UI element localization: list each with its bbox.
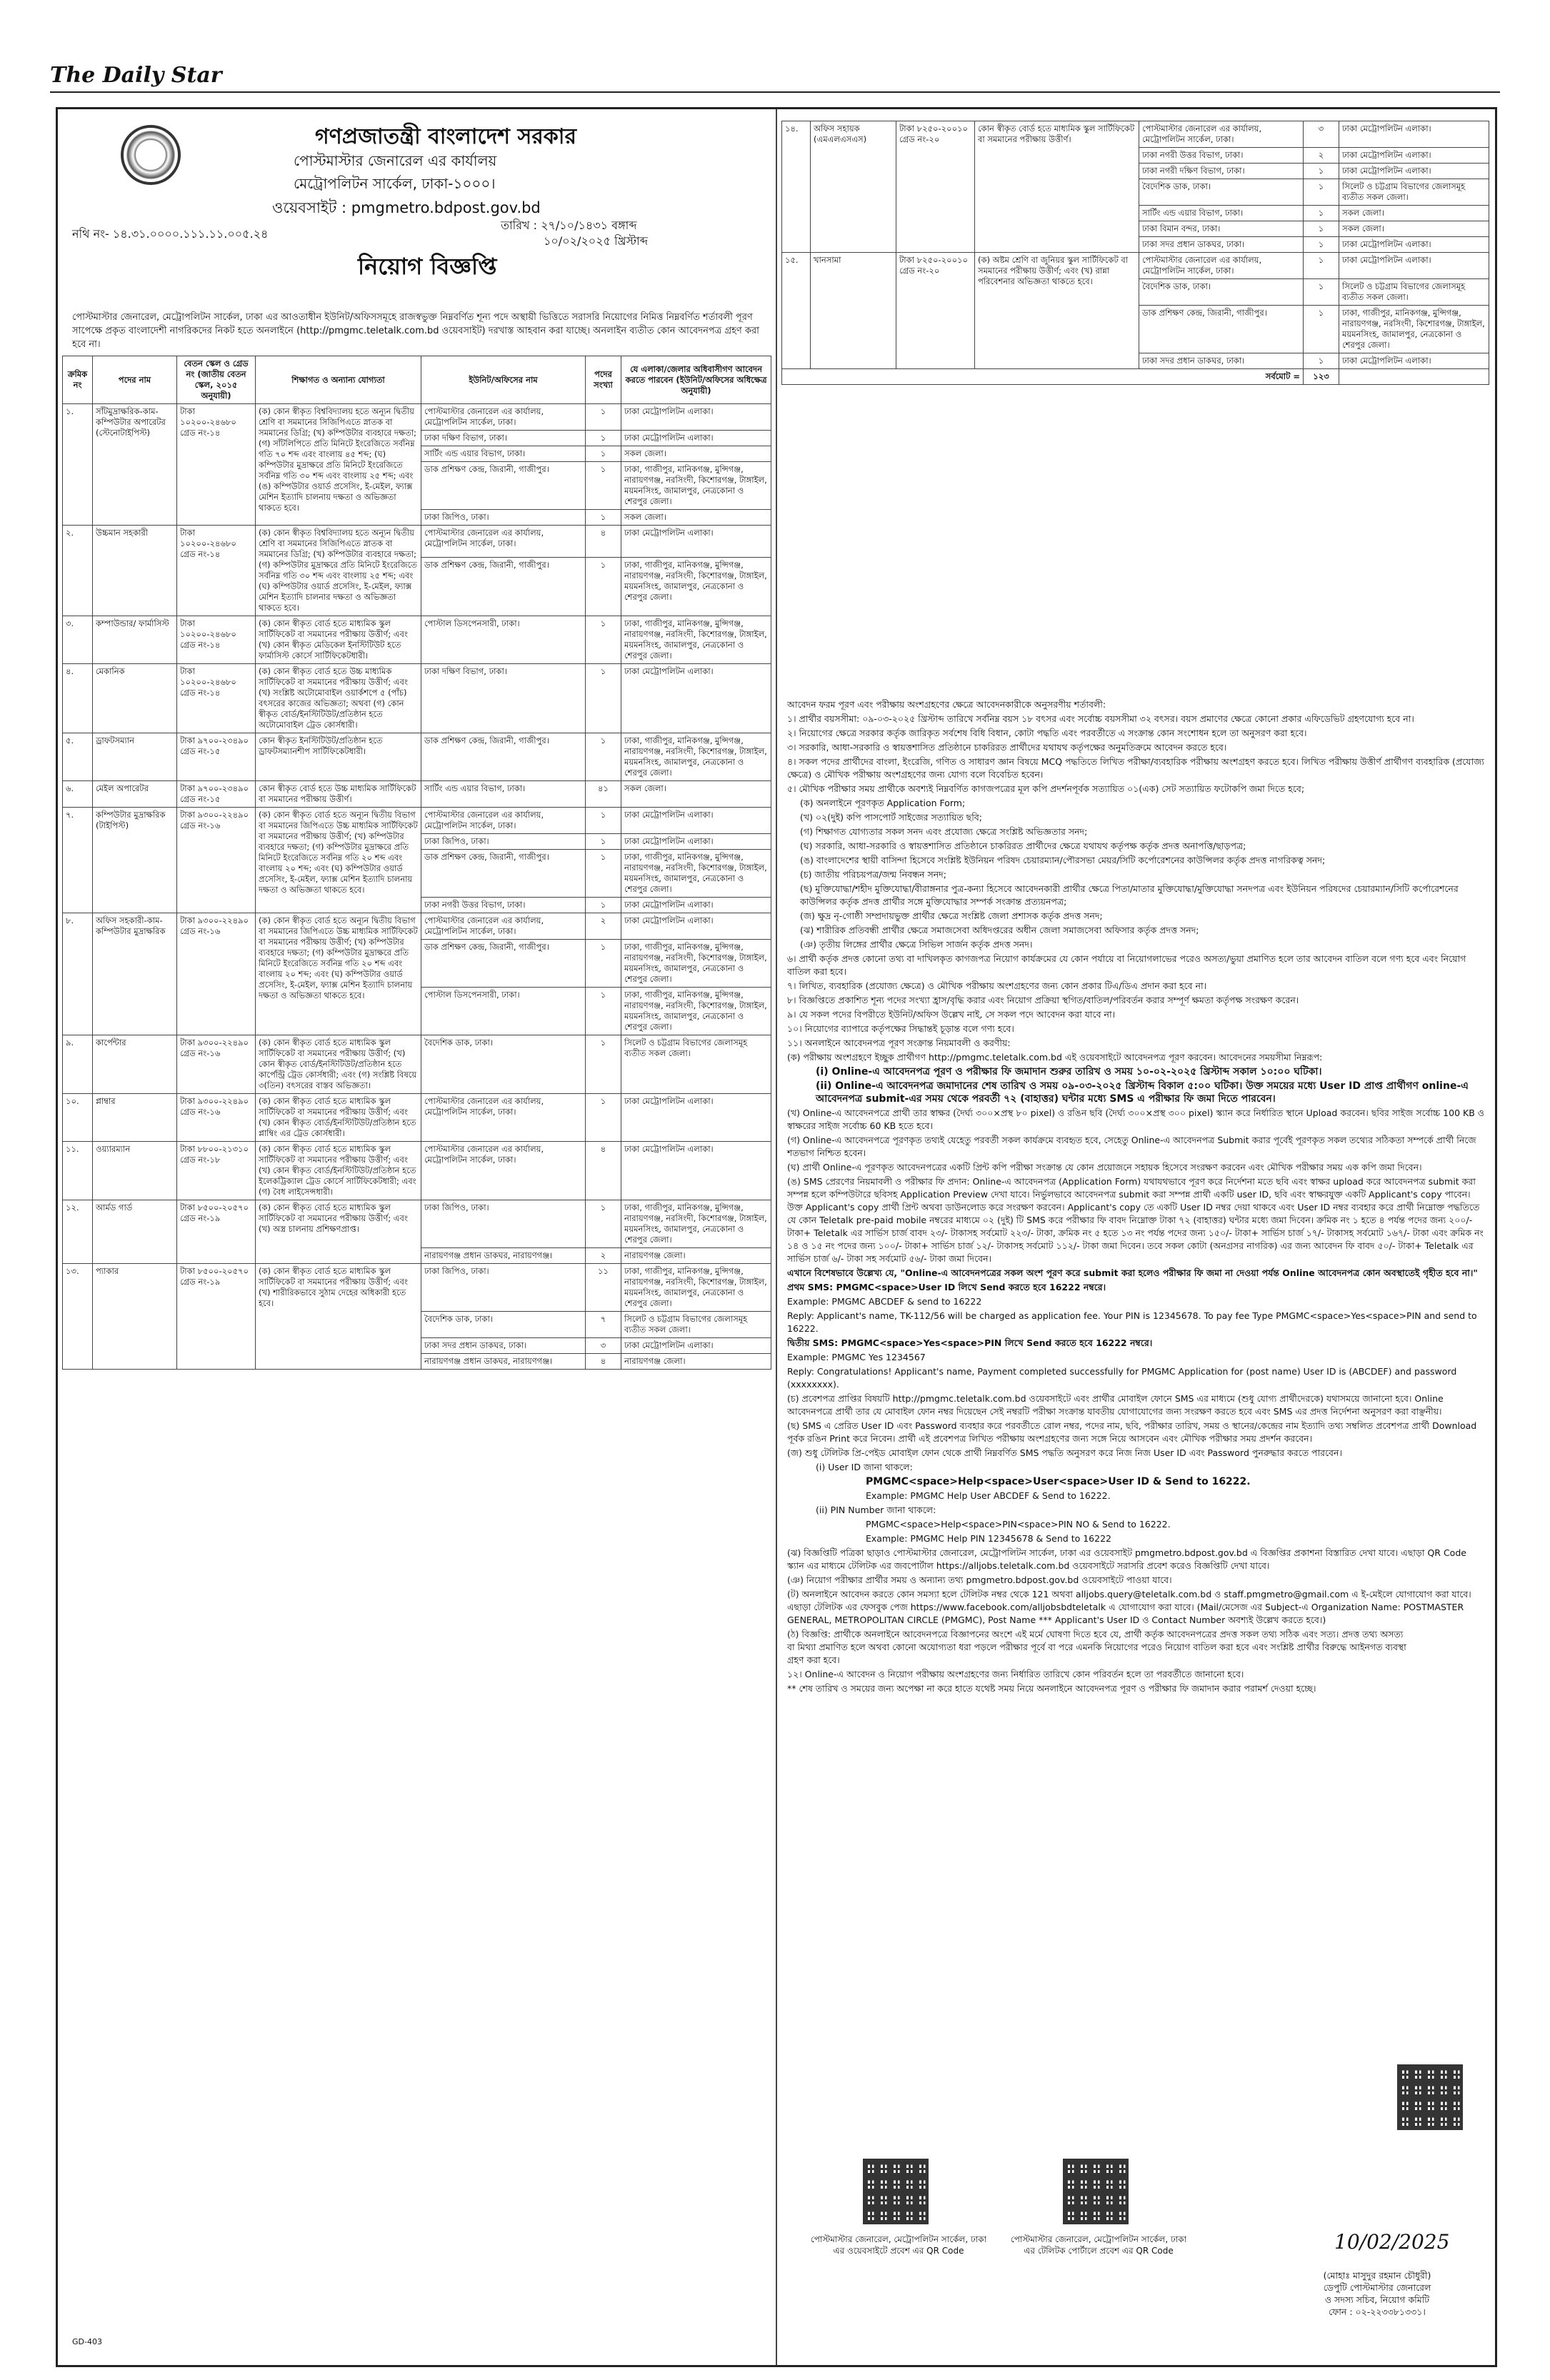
total-label: সর্বমোট = bbox=[782, 369, 1304, 385]
cell-qualification: (ক) কোন স্বীকৃত বোর্ড হতে মাধ্যমিক স্কুল সার্টিফিকেট বা সমমানের পরীক্ষায় উত্তীর্ণ; (খ) কোন স্বীকৃত বোর্ড/ইনস্টিটিউট/প্রতিষ্ঠান হতে কার্পেন্ট্রি ট্রেড কোর্সধারী; এবং (গ) সংশ্লিষ্ট বিষয়ে ৩(তিন) বৎসরের বাস্তব অভিজ্ঞতা। bbox=[256, 1035, 421, 1094]
col-header-count: পদের সংখ্যা bbox=[586, 356, 621, 404]
table-row bbox=[63, 526, 771, 558]
cell-count: ১ bbox=[586, 616, 621, 664]
cell-count: ১ bbox=[586, 850, 621, 898]
signatory-designation: ডেপুটি পোস্টমাস্টার জেনারেল bbox=[1323, 2282, 1431, 2293]
cell-unit: ঢাকা জিপিও, ঢাকা। bbox=[421, 510, 586, 526]
cell-unit: ডাক প্রশিক্ষণ কেন্দ্র, জিরানী, গাজীপুর। bbox=[421, 462, 586, 510]
cell-count: ১ bbox=[586, 988, 621, 1035]
sms1-example: Example: PMGMC ABCDEF & send to 16222 bbox=[787, 1296, 982, 1307]
condition-item: ১। প্রার্থীর বয়সসীমা: ০৯-০৩-২০২৫ খ্রিস্টাব্দ তারিখে সর্বনিম্ন বয়স ১৮ বৎসর এবং সর্বোচ্চ বয়সসীমা ৩২ বৎসর। বয়স প্রমাণের ক্ষেত্রে কোনো প্রকার এফিডেভিট গ্রহণযোগ্য হবে না। bbox=[787, 713, 1414, 724]
cell-post: ওয়্যারম্যান bbox=[93, 1142, 177, 1200]
condition-item: ৪। সকল পদের প্রার্থীদের বাংলা, ইংরেজি, গণিত ও সাধারণ জ্ঞান বিষয়ে MCQ পদ্ধতিতে লিখিত পরীক্ষা/ব্যবহারিক পরীক্ষায় অংশগ্রহণ করতে হবে। লিখিত পরীক্ষায় উত্তীর্ণ প্রার্থীগণ ব্যবহারিক (প্রযোজ্য ক্ষেত্রে) ও মৌখিক পরীক্ষায় অংশগ্রহণের জন্য যোগ্য বলে বিবেচিত হবেন। bbox=[787, 756, 1484, 780]
table-row bbox=[63, 1142, 771, 1200]
cell-unit: ঢাকা জিপিও, ঢাকা। bbox=[421, 1264, 586, 1312]
item-12: ১২। Online-এ আবেদন ও নিয়োগ পরীক্ষায় অংশগ্রহণের জন্য নির্ধারিত তারিখে কোন পরিবর্তন হলে তা পরবর্তীতে জানানো হবে। bbox=[787, 1669, 1244, 1679]
cell-post: সাঁটমুদ্রাক্ষরিক-কাম-কম্পিউটার অপারেটর (স্টেনোটাইপিস্ট) bbox=[93, 404, 177, 526]
cell-unit: ঢাকা বিমান বন্দর, ঢাকা। bbox=[1139, 221, 1304, 237]
cell-serial: ৫. bbox=[63, 733, 93, 781]
cell-count: ১ bbox=[1304, 237, 1339, 253]
cell-qualification: (ক) কোন স্বীকৃত বোর্ড হতে অন্যূন দ্বিতীয় বিভাগ বা সমমানের জিপিএতে উচ্চ মাধ্যমিক সার্টিফিকেট বা সমমানের পরীক্ষায় উত্তীর্ণ; (খ) কম্পিউটার ব্যবহারে দক্ষতা; (গ) কম্পিউটার মুদ্রাক্ষরে প্রতি মিনিটে ইংরেজিতে সর্বনিম্ন গতি ২০ শব্দ এবং বাংলায় ২০ শব্দ; এবং (ঘ) কম্পিউটার ওয়ার্ড প্রসেসিং, ই-মেইল, ফ্যাক্স মেশিন ইত্যাদি চালনায় দক্ষতা ও অভিজ্ঞতা থাকতে হবে। bbox=[256, 808, 421, 913]
cell-qualification: কোন স্বীকৃত বোর্ড হতে উচ্চ মাধ্যমিক সার্টিফিকেট বা সমমানের পরীক্ষায় উত্তীর্ণ। bbox=[256, 781, 421, 808]
col-header-post: পদের নাম bbox=[93, 356, 177, 404]
condition-item: ৯। যে সকল পদের বিপরীতে ইউনিট/অফিস উল্লেখ নাই, সে সকল পদে আবেদন করা যাবে না। bbox=[787, 1009, 1116, 1020]
cell-count: ৩ bbox=[1304, 121, 1339, 148]
cell-unit: বৈদেশিক ডাক, ঢাকা। bbox=[421, 1035, 586, 1094]
cell-unit: বৈদেশিক ডাক, ঢাকা। bbox=[421, 1312, 586, 1338]
cell-area: সিলেট ও চট্টগ্রাম বিভাগের জেলাসমূহ ব্যতীত সকল জেলা। bbox=[1339, 279, 1489, 306]
cell-count: ১ bbox=[586, 808, 621, 834]
date-english: ১০/০২/২০২৫ খ্রিস্টাব্দ bbox=[544, 234, 648, 248]
cell-unit: নারায়ণগঞ্জ প্রধান ডাকঘর, নারায়ণগঞ্জ। bbox=[421, 1248, 586, 1264]
cell-unit: পোস্টমাস্টার জেনারেল এর কার্যালয়, মেট্রোপলিটন সার্কেল, ঢাকা। bbox=[421, 1094, 586, 1142]
cell-count: ৪১ bbox=[586, 781, 621, 808]
signatory-role: ও সদস্য সচিব, নিয়োগ কমিটি bbox=[1324, 2294, 1430, 2305]
cell-unit: ঢাকা নগরী দক্ষিণ বিভাগ, ঢাকা। bbox=[1139, 164, 1304, 179]
cell-count: ৭ bbox=[586, 1312, 621, 1338]
cell-unit: ঢাকা সদর প্রধান ডাকঘর, ঢাকা। bbox=[1139, 237, 1304, 253]
cell-area: ঢাকা মেট্রোপলিটন এলাকা। bbox=[621, 1338, 771, 1354]
condition-item: (গ) শিক্ষাগত যোগ্যতার সকল সনদ এবং প্রযোজ্য ক্ষেত্রে সংশ্লিষ্ট অভিজ্ঞতার সনদ; bbox=[800, 826, 1088, 837]
condition-item: ৬। প্রার্থী কর্তৃক প্রদত্ত কোনো তথ্য বা দাখিলকৃত কাগজপত্র নিয়োগ কার্যক্রমের যে কোন পর্যায়ে বা নিয়োগলাভের পরেও অসত্য/ভুয়া প্রমাণিত হলে তার আবেদন বাতিল বলে গণ্য হবে এবং নিয়োগ বাতিল করা হবে। bbox=[787, 953, 1466, 977]
cell-area: ঢাকা মেট্রোপলিটন এলাকা। bbox=[1339, 121, 1489, 148]
cell-scale: টাকা ১০২০০-২৪৬৮০ গ্রেড নং-১৪ bbox=[177, 404, 256, 526]
notice-header bbox=[58, 109, 776, 291]
qr-caption-teletalk: পোস্টমাস্টার জেনারেল, মেট্রোপলিটন সার্কেল, ঢাকা এর টেলিটক পোর্টালে প্রবেশ এর QR Code bbox=[1010, 2234, 1187, 2256]
right-column bbox=[776, 109, 1495, 2365]
cell-qualification: (ক) কোন স্বীকৃত বোর্ড হতে উচ্চ মাধ্যমিক সার্টিফিকেট বা সমমানের পরীক্ষায় উত্তীর্ণ; এবং (খ) সংশ্লিষ্ট অটোমোবাইল ওয়ার্কশপে ৫ (পাঁচ) বৎসরের কাজের অভিজ্ঞতা; অথবা (গ) কোন স্বীকৃত বোর্ড/ইনস্টিটিউট/প্রতিষ্ঠান হতে অটোমোবাইল ট্রেড কোর্সধারী। bbox=[256, 664, 421, 733]
cell-count: ২ bbox=[586, 1248, 621, 1264]
cell-area: ঢাকা মেট্রোপলিটন এলাকা। bbox=[621, 431, 771, 446]
cell-area: সিলেট ও চট্টগ্রাম বিভাগের জেলাসমূহ ব্যতীত সকল জেলা। bbox=[621, 1035, 771, 1094]
cell-post: অফিস সহায়ক (এমএলএসএস) bbox=[811, 121, 896, 253]
recover-pin-format: PMGMC<space>Help<space>PIN<space>PIN NO & Send to 16222. bbox=[866, 1519, 1171, 1530]
cell-count: ১ bbox=[586, 431, 621, 446]
cell-area: ঢাকা মেট্রোপলিটন এলাকা। bbox=[621, 404, 771, 431]
cell-area: ঢাকা মেট্রোপলিটন এলাকা। bbox=[1339, 237, 1489, 253]
cell-unit: ঢাকা নগরী উত্তর বিভাগ, ঢাকা। bbox=[1139, 148, 1304, 164]
recover-user-id-example: Example: PMGMC Help User ABCDEF & Send to 16222. bbox=[866, 1490, 1111, 1501]
cell-serial: ১. bbox=[63, 404, 93, 526]
cell-area: ঢাকা, গাজীপুর, মানিকগঞ্জ, মুন্সিগঞ্জ, নারায়ণগঞ্জ, নরসিংদী, কিশোরগঞ্জ, টাঙ্গাইল, ময়মনসিংহ, জামালপুর, নেত্রকোনা ও শেরপুর জেলা। bbox=[621, 1264, 771, 1312]
conditions-lead: আবেদন ফরম পূরণ এবং পরীক্ষায় অংশগ্রহণের ক্ষেত্রে আবেদনকারীকে অনুসরণীয় শর্তাবলী: bbox=[787, 699, 1106, 710]
cell-count: ১ bbox=[586, 1035, 621, 1094]
gd-code: GD-403 bbox=[72, 2337, 102, 2346]
government-seal-icon bbox=[121, 125, 181, 185]
online-i: (ঝ) বিজ্ঞপ্তিটি পত্রিকা ছাড়াও পোস্টমাস্টার জেনারেল, মেট্রোপলিটন সার্কেল, ঢাকা এর ওয়েবসাইট pmgmetro.bdpost.gov.bd এ বিজ্ঞপ্তির প্রকাশনা বিস্তারিত দেখা যাবে। এছাড়া QR Code স্ক্যান এর মাধ্যমে টেলিটক এর জবপোর্টাল https://alljobs.teletalk.com.bd ওয়েবসাইটে সরাসরি প্রবেশ করেও বিজ্ঞপ্তিটি দেখা যাবে। bbox=[787, 1547, 1466, 1571]
sms-instructions: (ঙ) SMS প্রেরণের নিয়মাবলী ও পরীক্ষার ফি প্রদান: Online-এ আবেদনপত্র (Application Form) যথাযথভাবে পূরণ করে নির্দেশনা মতে ছবি এবং স্বাক্ষর upload করে আবেদনপত্র submit করা সম্পন্ন হলে কম্পিউটারে ছবিসহ Application Preview দেখা যাবে। নির্ভুলভাবে আবেদনপত্র submit করা সম্পন্ন প্রার্থী একটি user ID, ছবি এবং স্বাক্ষরযুক্ত একটি Applicant's copy পাবেন। উক্ত Applicant's copy প্রার্থী প্রিন্ট অথবা ডাউনলোড করে সংরক্ষণ করবেন। Applicant's copy তে একটি User ID নম্বর দেয়া থাকবে এবং User ID নম্বর ব্যবহার করে প্রার্থী নিম্নোক্ত পদ্ধতিতে যে কোন Teletalk pre-paid mobile নম্বরের মাধ্যমে ০২ (দুই) টি SMS করে পরীক্ষার ফি বাবদ নিম্নোক্ত টাকা ৭২ (বাহাত্তর) ঘন্টার মধ্যে জমা দিবেন। ক্রমিক নং ১ হতে ৪ পর্যন্ত পদের জন্য ২০০/- টাকা+ Teletalk এর সার্ভিস চার্জ বাবদ ২৩/- টাকাসহ সর্বমোট ২২৩/- টাকা, ক্রমিক নং ৫ হতে ১৩ নং পর্যন্ত পদের জন্য ১৫০/- টাকা+ সার্ভিস চার্জ ১৭/- টাকাসহ সর্বমোট ১৬৭/- টাকা এবং ক্রমিক নং ১৪ ও ১৫ নং পদের জন্য ১০০/- টাকা+ সার্ভিস চার্জ ১২/- টাকাসহ সর্বমোট ১১২/- টাকা জমা দিবেন। তবে সকল কোটা (অনগ্রসর নাগরিক) এর জন্য আবেদন ফি বাবদ ৫০/- টাকা+ Teletalk এর সার্ভিস চার্জ ৬/- টাকা সহ সর্বমোট ৫৬/- টাকা জমা দিবেন। bbox=[787, 1176, 1484, 1264]
cell-area: ঢাকা, গাজীপুর, মানিকগঞ্জ, মুন্সিগঞ্জ, নারায়ণগঞ্জ, নরসিংদী, কিশোরগঞ্জ, টাঙ্গাইল, ময়মনসিংহ, জামালপুর, নেত্রকোনা ও শেরপুর জেলা। bbox=[621, 940, 771, 988]
cell-serial: ১২. bbox=[63, 1200, 93, 1264]
total-value: ১২৩ bbox=[1304, 369, 1339, 385]
cell-area: নারায়ণগঞ্জ জেলা। bbox=[621, 1354, 771, 1370]
table-row bbox=[63, 733, 771, 781]
cell-area: সিলেট ও চট্টগ্রাম বিভাগের জেলাসমূহ ব্যতীত সকল জেলা। bbox=[621, 1312, 771, 1338]
cell-area: ঢাকা মেট্রোপলিটন এলাকা। bbox=[621, 664, 771, 733]
cell-area: সকল জেলা। bbox=[1339, 206, 1489, 221]
cell-post: মেইল অপারেটর bbox=[93, 781, 177, 808]
condition-item: ৩। সরকারি, আধা-সরকারি ও স্বায়ত্তশাসিত প্রতিষ্ঠানে চাকরিরত প্রার্থীদের যথাযথ কর্তৃপক্ষের অনুমতিক্রমে আবেদন করতে হবে। bbox=[787, 742, 1227, 753]
cell-scale: টাকা ৮২৫০-২০০১০ গ্রেড নং-২০ bbox=[896, 121, 975, 253]
cell-area: সকল জেলা। bbox=[621, 781, 771, 808]
cell-qualification: (ক) কোন স্বীকৃত বোর্ড হতে মাধ্যমিক স্কুল সার্টিফিকেট বা সমমানের পরীক্ষায় উত্তীর্ণ; এবং (খ) কোন স্বীকৃত মেডিকেল ইনস্টিটিউট হতে ফার্মাসিস্ট কোর্সে সার্টিফিকেটধারী। bbox=[256, 616, 421, 664]
cell-post: ড্রাফটসম্যান bbox=[93, 733, 177, 781]
col-header-unit: ইউনিট/অফিসের নাম bbox=[421, 356, 586, 404]
cell-scale: টাকা ১০২০০-২৪৬৮০ গ্রেড নং-১৪ bbox=[177, 526, 256, 616]
signature-block bbox=[1270, 2269, 1484, 2318]
table-row bbox=[63, 1200, 771, 1248]
office-name: পোস্টমাস্টার জেনারেল এর কার্যালয় bbox=[294, 152, 497, 169]
cell-scale: টাকা ৯৩০০-২২৪৯০ গ্রেড নং-১৬ bbox=[177, 1094, 256, 1142]
cell-count: ১ bbox=[586, 1094, 621, 1142]
cell-qualification: (ক) কোন স্বীকৃত বোর্ড হতে মাধ্যমিক স্কুল সার্টিফিকেট বা সমমানের পরীক্ষায় উত্তীর্ণ; এবং (খ) অস্ত্র চালনায় প্রশিক্ষণপ্রাপ্ত। bbox=[256, 1200, 421, 1264]
col-header-qualification: শিক্ষাগত ও অন্যান্য যোগ্যতা bbox=[256, 356, 421, 404]
cell-qualification: (ক) কোন স্বীকৃত বিশ্ববিদ্যালয় হতে অন্যূন দ্বিতীয় শ্রেণি বা সমমানের সিজিপিএতে স্নাতক বা সমমানের ডিগ্রি; (খ) কম্পিউটার ব্যবহারে দক্ষতা; (গ) সাঁটলিপিতে প্রতি মিনিটে ইংরেজিতে সর্বনিম্ন গতি ৭০ শব্দ এবং বাংলায় ৪৫ শব্দ; (ঘ) কম্পিউটার মুদ্রাক্ষরে প্রতি মিনিটে ইংরেজিতে সর্বনিম্ন গতি ৩০ শব্দ এবং বাংলায় ২৫ শব্দ; এবং (ঙ) কম্পিউটার ওয়ার্ড প্রসেসিং, ই-মেইল, ফ্যাক্স মেশিন ইত্যাদি চালনায় দক্ষতা ও অভিজ্ঞতা থাকতে হবে। bbox=[256, 404, 421, 526]
cell-qualification: (ক) কোন স্বীকৃত বোর্ড হতে মাধ্যমিক স্কুল সার্টিফিকেট বা সমমানের পরীক্ষায় উত্তীর্ণ; এবং (খ) কোন স্বীকৃত বোর্ড/ইনস্টিটিউট/প্রতিষ্ঠান হতে ইলেকট্রিক্যাল ট্রেড কোর্সে সার্টিফিকেটধারী; এবং (গ) বৈধ লাইসেন্সধারী। bbox=[256, 1142, 421, 1200]
cell-post: কার্পেন্টার bbox=[93, 1035, 177, 1094]
website-line: ওয়েবসাইট : pmgmetro.bdpost.gov.bd bbox=[272, 199, 541, 216]
cell-scale: টাকা ১০২০০-২৪৬৮০ গ্রেড নং-১৪ bbox=[177, 616, 256, 664]
online-g: (ছ) SMS এ প্রেরিত User ID এবং Password ব্যবহার করে পরবর্তীতে রোল নম্বর, পদের নাম, ছবি, পরীক্ষার তারিখ, সময় ও স্থানের/কেন্দ্রের নাম ইত্যাদি তথ্য সম্বলিত প্রবেশপত্র প্রার্থী Download পূর্বক রঙিন Print করে নিবেন। প্রার্থী এই প্রবেশপত্র লিখিত পরীক্ষায় অংশগ্রহণের জন্য সঙ্গে নিয়ে আসবেন এবং মৌখিক পরীক্ষার সময় প্রদর্শন করবেন। bbox=[787, 1420, 1477, 1444]
cell-count: ১ bbox=[1304, 253, 1339, 279]
online-h: (জ) শুধু টেলিটক প্রি-পেইড মোবাইল ফোন থেকে প্রার্থী নিম্নবর্ণিত SMS পদ্ধতি অনুসরণ করে নিজ নিজ User ID এবং Password পুনরুদ্ধার করতে পারবেন। bbox=[787, 1447, 1342, 1458]
cell-scale: টাকা ৯৩০০-২২৪৯০ গ্রেড নং-১৬ bbox=[177, 808, 256, 913]
jobs-table-left bbox=[62, 356, 771, 1370]
cell-area: ঢাকা মেট্রোপলিটন এলাকা। bbox=[621, 526, 771, 558]
table-row bbox=[63, 616, 771, 664]
cell-unit: বৈদেশিক ডাক, ঢাকা। bbox=[1139, 279, 1304, 306]
cell-scale: টাকা ৯৩০০-২২৪৯০ গ্রেড নং-১৬ bbox=[177, 913, 256, 1035]
qr-caption-website: পোস্টমাস্টার জেনারেল, মেট্রোপলিটন সার্কেল, ঢাকা এর ওয়েবসাইটে প্রবেশ এর QR Code bbox=[810, 2234, 987, 2256]
cell-area: ঢাকা মেট্রোপলিটন এলাকা। bbox=[1339, 148, 1489, 164]
cell-scale: টাকা ৯৭০০-২৩৪৯০ গ্রেড নং-১৫ bbox=[177, 733, 256, 781]
newspaper-masthead: The Daily Star bbox=[50, 63, 222, 88]
table-row bbox=[782, 121, 1489, 148]
cell-area: ঢাকা, গাজীপুর, মানিকগঞ্জ, মুন্সিগঞ্জ, নারায়ণগঞ্জ, নরসিংদী, কিশোরগঞ্জ, টাঙ্গাইল, ময়মনসিংহ, জামালপুর, নেত্রকোনা ও শেরপুর জেলা। bbox=[621, 988, 771, 1035]
cell-post: প্লাম্বার bbox=[93, 1094, 177, 1142]
cell-scale: টাকা ৯৭০০-২৩৪৯০ গ্রেড নং-১৫ bbox=[177, 781, 256, 808]
advertisement-frame bbox=[56, 107, 1497, 2367]
cell-serial: ২. bbox=[63, 526, 93, 616]
cell-area: ঢাকা মেট্রোপলিটন এলাকা। bbox=[621, 898, 771, 913]
recover-pin: (ii) PIN Number জানা থাকলে: bbox=[816, 1505, 936, 1515]
cell-count: ১ bbox=[586, 462, 621, 510]
cell-unit: পোস্টাল ডিসপেনসারী, ঢাকা। bbox=[421, 616, 586, 664]
cell-qualification: কোন স্বীকৃত বোর্ড হতে মাধ্যমিক স্কুল সার্টিফিকেট বা সমমানের পরীক্ষায় উত্তীর্ণ। bbox=[975, 121, 1139, 253]
cell-area: ঢাকা মেট্রোপলিটন এলাকা। bbox=[1339, 353, 1489, 369]
cell-post: খানসামা bbox=[811, 253, 896, 369]
online-start-date: (i) Online-এ আবেদনপত্র পূরণ ও পরীক্ষার ফি জমাদান শুরুর তারিখ ও সময় ১০-০২-২০২৫ খ্রিস্টাব্দ সকাল ১০:০০ ঘটিকা। bbox=[816, 1066, 1322, 1078]
sms1-title: প্রথম SMS: PMGMC<space>User ID লিখে Send করতে হবে 16222 নম্বরে। bbox=[787, 1282, 1106, 1292]
cell-post: আর্মড গার্ড bbox=[93, 1200, 177, 1264]
cell-area: ঢাকা মেট্রোপলিটন এলাকা। bbox=[1339, 253, 1489, 279]
cell-unit: ডাক প্রশিক্ষণ কেন্দ্র, জিরানী, গাজীপুর। bbox=[421, 558, 586, 616]
condition-item: (খ) ০২(দুই) কপি পাসপোর্ট সাইজের সত্যায়িত ছবি; bbox=[800, 812, 982, 823]
condition-item: ২। নিয়োগের ক্ষেত্রে সরকার কর্তৃক জারিকৃত সর্বশেষ বিধি বিধান, কোটা পদ্ধতি এবং পরবর্তীতে এ সংক্রান্ত কোন সংশোধন হলে তা অনুসরণ করা হবে। bbox=[787, 728, 1307, 738]
cell-scale: টাকা ৮৫০০-২০৫৭০ গ্রেড নং-১৯ bbox=[177, 1264, 256, 1370]
qr-code-teletalk-icon[interactable] bbox=[1063, 2159, 1129, 2224]
cell-post: কম্পাউন্ডার/ ফার্মাসিস্ট bbox=[93, 616, 177, 664]
cell-count: ১ bbox=[1304, 206, 1339, 221]
cell-serial: ১৫. bbox=[782, 253, 811, 369]
cell-unit: ডাক প্রশিক্ষণ কেন্দ্র, জিরানী, গাজীপুর। bbox=[1139, 306, 1304, 353]
memo-number: নথি নং- ১৪.৩১.০০০০.১১১.১১.০০৫.২৪ bbox=[72, 227, 269, 241]
cell-count: ৪ bbox=[586, 526, 621, 558]
online-b: (খ) Online-এ আবেদনপত্রে প্রার্থী তার স্বাক্ষর (দৈর্ঘ্য ৩০০×প্রস্থ ৮০ pixel) ও রঙিন ছবি (দৈর্ঘ্য ৩০০×প্রস্থ ৩০০ pixel) স্ক্যান করে নির্ধারিত স্থানে Upload করবেন। ছবির সাইজ সর্বোচ্চ 100 KB ও স্বাক্ষরের সাইজ সর্বোচ্চ 60 KB হতে হবে। bbox=[787, 1108, 1484, 1131]
condition-item: (ঞ) তৃতীয় লিঙ্গের প্রার্থীর ক্ষেত্রে সিভিল সার্জন কর্তৃক প্রদত্ত সনদ। bbox=[800, 939, 1033, 950]
cell-count: ১ bbox=[1304, 279, 1339, 306]
cell-count: ১ bbox=[1304, 353, 1339, 369]
cell-count: ১ bbox=[586, 940, 621, 988]
cell-unit: সার্টিং এন্ড এয়ার বিভাগ, ঢাকা। bbox=[1139, 206, 1304, 221]
sms2-example: Example: PMGMC Yes 1234567 bbox=[787, 1352, 926, 1362]
cell-unit: পোস্টমাস্টার জেনারেল এর কার্যালয়, মেট্রোপলিটন সার্কেল, ঢাকা। bbox=[421, 913, 586, 940]
government-name: গণপ্রজাতন্ত্রী বাংলাদেশ সরকার bbox=[315, 124, 576, 149]
cell-count: ২ bbox=[586, 913, 621, 940]
conditions-list bbox=[787, 713, 1486, 1050]
cell-serial: ৭. bbox=[63, 808, 93, 913]
cell-area: ঢাকা মেট্রোপলিটন এলাকা। bbox=[621, 1142, 771, 1200]
cell-serial: ১১. bbox=[63, 1142, 93, 1200]
table-row bbox=[63, 664, 771, 733]
cell-area: সিলেট ও চট্টগ্রাম বিভাগের জেলাসমূহ ব্যতীত সকল জেলা। bbox=[1339, 179, 1489, 206]
cell-scale: টাকা ৮৮০০-২১৩১০ গ্রেড নং-১৮ bbox=[177, 1142, 256, 1200]
table-row bbox=[63, 404, 771, 431]
cell-area: ঢাকা মেট্রোপলিটন এলাকা। bbox=[621, 913, 771, 940]
cell-count: ১ bbox=[1304, 164, 1339, 179]
cell-count: ১ bbox=[1304, 306, 1339, 353]
cell-qualification: (ক) কোন স্বীকৃত বোর্ড হতে মাধ্যমিক স্কুল সার্টিফিকেট বা সমমানের পরীক্ষায় উত্তীর্ণ; এবং (খ) শারীরিকভাবে সুঠাম দেহের অধিকারী হতে হবে। bbox=[256, 1264, 421, 1370]
cell-area: সকল জেলা। bbox=[1339, 221, 1489, 237]
jobs-table-right bbox=[781, 121, 1489, 385]
cell-unit: ডাক প্রশিক্ষণ কেন্দ্র, জিরানী, গাজীপুর। bbox=[421, 940, 586, 988]
cell-serial: ৯. bbox=[63, 1035, 93, 1094]
cell-serial: ১৩. bbox=[63, 1264, 93, 1370]
sms2-reply: Reply: Congratulations! Applicant's name, Payment completed successfully for PMGMC Application for (post name) User ID is (ABCDEF) and password (xxxxxxxx). bbox=[787, 1366, 1457, 1390]
signature-icon: 10/02/2025 bbox=[1334, 2230, 1450, 2254]
cell-unit: সার্টিং এন্ড এয়ার বিভাগ, ঢাকা। bbox=[421, 446, 586, 462]
cell-post: প্যাকার bbox=[93, 1264, 177, 1370]
cell-area: ঢাকা, গাজীপুর, মানিকগঞ্জ, মুন্সিগঞ্জ, নারায়ণগঞ্জ, নরসিংদী, কিশোরগঞ্জ, টাঙ্গাইল, ময়মনসিংহ, জামালপুর, নেত্রকোনা ও শেরপুর জেলা। bbox=[621, 558, 771, 616]
total-empty bbox=[1339, 369, 1489, 385]
cell-count: ৪ bbox=[586, 1142, 621, 1200]
cell-serial: ৬. bbox=[63, 781, 93, 808]
cell-qualification: (ক) অষ্টম শ্রেণি বা জুনিয়র স্কুল সার্টিফিকেট বা সমমানের পরীক্ষায় উত্তীর্ণ; এবং (খ) রান্না পরিবেশনার অভিজ্ঞতা থাকতে হবে। bbox=[975, 253, 1139, 369]
condition-item: (ঝ) শারীরিক প্রতিবন্ধী প্রার্থীর ক্ষেত্রে সমাজসেবা অধিদপ্তরের অধীন জেলা সমাজসেবা অফিসার কর্তৃক প্রদত্ত সনদ; bbox=[800, 925, 1199, 935]
table-row bbox=[63, 1094, 771, 1142]
conditions-section bbox=[787, 698, 1486, 1697]
circle-name: মেট্রোপলিটন সার্কেল, ঢাকা-১০০০। bbox=[294, 175, 496, 192]
cell-unit: পোস্টমাস্টার জেনারেল এর কার্যালয়, মেট্রোপলিটন সার্কেল, ঢাকা। bbox=[421, 808, 586, 834]
cell-unit: ঢাকা জিপিও, ঢাকা। bbox=[421, 1200, 586, 1248]
condition-item: (ক) অনলাইনে পূরণকৃত Application Form; bbox=[800, 798, 966, 808]
masthead-rule bbox=[50, 91, 1500, 93]
cell-unit: ঢাকা দক্ষিণ বিভাগ, ঢাকা। bbox=[421, 431, 586, 446]
cell-unit: ডাক প্রশিক্ষণ কেন্দ্র, জিরানী, গাজীপুর। bbox=[421, 733, 586, 781]
cell-unit: পোস্টমাস্টার জেনারেল এর কার্যালয়, মেট্রোপলিটন সার্কেল, ঢাকা। bbox=[1139, 253, 1304, 279]
footnote: ** শেষ তারিখ ও সময়ের জন্য অপেক্ষা না করে হাতে যথেষ্ট সময় নিয়ে অনলাইনে আবেদনপত্র পূরণ ও পরীক্ষার ফি জমাদান করার পরামর্শ দেওয়া হচ্ছে। bbox=[787, 1683, 1316, 1694]
cell-count: ১ bbox=[586, 510, 621, 526]
cell-count: ২ bbox=[1304, 148, 1339, 164]
cell-unit: সার্টিং এন্ড এয়ার বিভাগ, ঢাকা। bbox=[421, 781, 586, 808]
cell-serial: ১০. bbox=[63, 1094, 93, 1142]
cell-scale: টাকা ৮৫০০-২০৫৭০ গ্রেড নং-১৯ bbox=[177, 1200, 256, 1264]
cell-count: ৩ bbox=[586, 1338, 621, 1354]
signatory-phone: ফোন : ০২-২২৩৩৮১৩৩১। bbox=[1329, 2306, 1426, 2317]
online-f: (চ) প্রবেশপত্র প্রাপ্তির বিষয়টি http://pmgmc.teletalk.com.bd ওয়েবসাইটে এবং প্রার্থীর মোবাইল ফোনে SMS এর মাধ্যমে (শুধু যোগ্য প্রার্থীদেরকে) যথাসময়ে জানানো হবে। Online আবেদনপত্রে প্রার্থী তার যে মোবাইল ফোন নম্বর দিয়েছেন সেই নম্বরটি পরীক্ষা সংক্রান্ত যাবতীয় যোগাযোগের জন্য সংরক্ষণ করতে হবে এবং SMS এর প্রদত্ত নির্দেশনা অনুসরণ করা বাঞ্ছনীয়। bbox=[787, 1393, 1444, 1417]
cell-qualification: (ক) কোন স্বীকৃত বিশ্ববিদ্যালয় হতে অন্যূন দ্বিতীয় শ্রেণি বা সমমানের সিজিপিএতে স্নাতক বা সমমানের ডিগ্রি; (খ) কম্পিউটার ব্যবহারে দক্ষতা; (গ) কম্পিউটার মুদ্রাক্ষরে প্রতি মিনিটে ইংরেজিতে সর্বনিম্ন গতি ৩০ শব্দ এবং বাংলায় ২৫ শব্দ; এবং (ঘ) কম্পিউটার ওয়ার্ড প্রসেসিং, ই-মেইল, ফ্যাক্স মেশিন ইত্যাদি চালনার দক্ষতা ও অভিজ্ঞতা থাকতে হবে। bbox=[256, 526, 421, 616]
cell-area: ঢাকা মেট্রোপলিটন এলাকা। bbox=[621, 834, 771, 850]
cell-unit: ঢাকা জিপিও, ঢাকা। bbox=[421, 834, 586, 850]
recover-user-id-format: PMGMC<space>Help<space>User<space>User ID & Send to 16222. bbox=[866, 1476, 1251, 1487]
condition-item: ১১। অনলাইনে আবেদনপত্র পূরণ সংক্রান্ত নিয়মাবলী ও করণীয়: bbox=[787, 1038, 1011, 1048]
table-row bbox=[782, 253, 1489, 279]
cell-count: ১ bbox=[586, 404, 621, 431]
cell-unit: পোস্টমাস্টার জেনারেল এর কার্যালয়, মেট্রোপলিটন সার্কেল, ঢাকা। bbox=[1139, 121, 1304, 148]
condition-item: (ঙ) বাংলাদেশের স্থায়ী বাসিন্দা হিসেবে সংশ্লিষ্ট ইউনিয়ন পরিষদ চেয়ারম্যান/পৌরসভা মেয়র/সিটি কর্পোরেশনের কাউন্সিলর কর্তৃক প্রদত্ত নাগরিকত্ব সনদ; bbox=[800, 855, 1326, 865]
condition-item: (জ) ক্ষুদ্র নৃ-গোষ্ঠী সম্প্রদায়ভুক্ত প্রার্থীর ক্ষেত্রে সংশ্লিষ্ট জেলা প্রশাসক কর্তৃক প্রদত্ত সনদ; bbox=[800, 910, 1103, 921]
condition-item: ৮। বিজ্ঞপ্তিতে প্রকাশিত শূন্য পদের সংখ্যা হ্রাস/বৃদ্ধি করার এবং নিয়োগ প্রক্রিয়া স্থগিত/বাতিল/পরিবর্তন করার সম্পূর্ণ ক্ষমতা কর্তৃপক্ষ সংরক্ষণ করেন। bbox=[787, 995, 1299, 1005]
cell-count: ১ bbox=[586, 558, 621, 616]
online-d: (ঘ) প্রার্থী Online-এ পূরণকৃত আবেদনপত্রের একটি প্রিন্ট কপি পরীক্ষা সংক্রান্ত যে কোন প্রয়োজনে সহায়ক হিসেবে সংরক্ষণ করবেন এবং মৌখিক পরীক্ষার সময় এক কপি জমা দিবেন। bbox=[787, 1162, 1422, 1173]
cell-count: ১ bbox=[586, 898, 621, 913]
cell-serial: ৮. bbox=[63, 913, 93, 1035]
online-a: (ক) পরীক্ষায় অংশগ্রহণে ইচ্ছুক প্রার্থীগণ http://pmgmc.teletalk.com.bd এই ওয়েবসাইটে আবেদনপত্র পূরণ করবেন। আবেদনের সময়সীমা নিম্নরূপ: bbox=[787, 1052, 1323, 1063]
cell-area: ঢাকা, গাজীপুর, মানিকগঞ্জ, মুন্সিগঞ্জ, নারায়ণগঞ্জ, নরসিংদী, কিশোরগঞ্জ, টাঙ্গাইল, ময়মনসিংহ, জামালপুর, নেত্রকোনা ও শেরপুর জেলা। bbox=[1339, 306, 1489, 353]
qr-code-website-icon[interactable] bbox=[863, 2159, 929, 2224]
signatory-name: (মোহাঃ মাসুদুর রহমান চৌধুরী) bbox=[1323, 2270, 1431, 2281]
online-j: (ঞ) নিয়োগ পরীক্ষার প্রার্থীর সময় ও অন্যান্য তথ্য pmgmetro.bdpost.gov.bd ওয়েবসাইটে পাওয়া যাবে। bbox=[787, 1575, 1172, 1585]
cell-unit: পোস্টাল ডিসপেনসারী, ঢাকা। bbox=[421, 988, 586, 1035]
cell-post: অফিস সহকারী-কাম-কম্পিউটার মুদ্রাক্ষরিক bbox=[93, 913, 177, 1035]
condition-item: ৭। লিখিত, ব্যবহারিক (প্রযোজ্য ক্ষেত্রে) ও মৌখিক পরীক্ষায় অংশগ্রহণের জন্য কোন প্রকার টিএ/ডিএ প্রদান করা হবে না। bbox=[787, 980, 1207, 991]
cell-count: ১ bbox=[586, 446, 621, 462]
cell-area: ঢাকা মেট্রোপলিটন এলাকা। bbox=[621, 808, 771, 834]
cell-qualification: কোন স্বীকৃত ইনস্টিটিউট/প্রতিষ্ঠান হতে ড্রাফটসম্যানশীপ সার্টিফিকেটধারী। bbox=[256, 733, 421, 781]
cell-count: ১ bbox=[1304, 221, 1339, 237]
cell-post: মেকানিক bbox=[93, 664, 177, 733]
online-end-date: (ii) Online-এ আবেদনপত্র জমাদানের শেষ তারিখ ও সময় ০৯-০৩-২০২৫ খ্রিস্টাব্দ বিকাল ৫:০০ ঘটিকা। উক্ত সময়ের মধ্যে User ID প্রাপ্ত প্রার্থীগণ online-এ আবেদনপত্র submit-এর সময় থেকে পরবর্তী ৭২ (বাহাত্তর) ঘন্টার মধ্যে SMS এ পরীক্ষার ফি জমা দিতে পারবেন। bbox=[816, 1080, 1469, 1105]
cell-qualification: (ক) কোন স্বীকৃত বোর্ড হতে অন্যূন দ্বিতীয় বিভাগ বা সমমানের জিপিএতে উচ্চ মাধ্যমিক সার্টিফিকেট বা সমমানের পরীক্ষায় উত্তীর্ণ; (খ) কম্পিউটার ব্যবহারে দক্ষতা; (গ) কম্পিউটার মুদ্রাক্ষরে প্রতি মিনিটে ইংরেজিতে সর্বনিম্ন গতি ২০ শব্দ এবং বাংলায় ২০ শব্দ; এবং (ঘ) কম্পিউটার ওয়ার্ড প্রসেসিং, ই-মেইল, ফ্যাক্স মেশিন ইত্যাদি চালনায় দক্ষতা ও অভিজ্ঞতা থাকতে হবে। bbox=[256, 913, 421, 1035]
cell-area: ঢাকা, গাজীপুর, মানিকগঞ্জ, মুন্সিগঞ্জ, নারায়ণগঞ্জ, নরসিংদী, কিশোরগঞ্জ, টাঙ্গাইল, ময়মনসিংহ, জামালপুর, নেত্রকোনা ও শেরপুর জেলা। bbox=[621, 733, 771, 781]
date-bangla: তারিখ : ২৭/১০/১৪৩১ বঙ্গাব্দ bbox=[501, 219, 637, 232]
cell-count: ১ bbox=[586, 834, 621, 850]
online-c: (গ) Online-এ আবেদনপত্রে পূরণকৃত তথ্যই যেহেতু পরবর্তী সকল কার্যক্রমে ব্যবহৃত হবে, সেহেতু Online-এ আবেদনপত্র Submit করার পূর্বেই পূরণকৃত সকল তথ্যের সঠিকতা সম্পর্কে প্রার্থী নিজে শতভাগ নিশ্চিত হবেন। bbox=[787, 1135, 1476, 1158]
cell-unit: ঢাকা সদর প্রধান ডাকঘর, ঢাকা। bbox=[421, 1338, 586, 1354]
cell-area: ঢাকা মেট্রোপলিটন এলাকা। bbox=[1339, 164, 1489, 179]
condition-item: ১০। নিয়োগের ব্যাপারে কর্তৃপক্ষের সিদ্ধান্তই চূড়ান্ত বলে গণ্য হবে। bbox=[787, 1023, 1014, 1034]
cell-count: ১ bbox=[586, 1200, 621, 1248]
condition-item: (ছ) মুক্তিযোদ্ধা/শহীদ মুক্তিযোদ্ধা/বীরাঙ্গনার পুত্র-কন্যা হিসেবে আবেদনকারী প্রার্থীর ক্ষেত্রে পিতা/মাতার মুক্তিযোদ্ধা/মুক্তিযোদ্ধা সনদপত্র এবং ইউনিয়ন পরিষদের চেয়ারম্যান/সিটি কর্পোরেশনের কাউন্সিলর কর্তৃক প্রদত্ত প্রার্থীর সঙ্গে মুক্তিযোদ্ধার সম্পর্ক সংক্রান্ত প্রত্যয়নপত্র; bbox=[800, 883, 1459, 907]
cell-area: ঢাকা, গাজীপুর, মানিকগঞ্জ, মুন্সিগঞ্জ, নারায়ণগঞ্জ, নরসিংদী, কিশোরগঞ্জ, টাঙ্গাইল, ময়মনসিংহ, জামালপুর, নেত্রকোনা ও শেরপুর জেলা। bbox=[621, 462, 771, 510]
table-row bbox=[63, 808, 771, 834]
cell-qualification: (ক) কোন স্বীকৃত বোর্ড হতে মাধ্যমিক স্কুল সার্টিফিকেট বা সমমানের পরীক্ষায় উত্তীর্ণ; এবং (খ) কোন স্বীকৃত বোর্ড/ইনস্টিটিউট/প্রতিষ্ঠান হতে প্লাম্বিং এর ট্রেড কোর্সধারী। bbox=[256, 1094, 421, 1142]
cell-serial: ৪. bbox=[63, 664, 93, 733]
total-row bbox=[782, 369, 1489, 385]
condition-item: (চ) জাতীয় পরিচয়পত্র/জন্ম নিবন্ধন সনদ; bbox=[800, 869, 946, 880]
cell-unit: পোস্টমাস্টার জেনারেল এর কার্যালয়, মেট্রোপলিটন সার্কেল, ঢাকা। bbox=[421, 404, 586, 431]
warning-text: (ঠ) বিজ্ঞপ্তি: প্রার্থীকে অনলাইনে আবেদনপত্রে বিজ্ঞাপনের অংশে এই মর্মে ঘোষণা দিতে হবে যে, প্রার্থী কর্তৃক আবেদনপত্রের প্রদত্ত সকল তথ্য সঠিক এবং সত্য। প্রদত্ত তথ্য অসত্য বা মিথ্যা প্রমাণিত হলে অথবা কোনো অযোগ্যতা ধরা পড়লে পরীক্ষার পূর্বে বা পরে এমনকি নিয়োগের পরেও নিয়োগ বাতিল করা হবে এবং সংশ্লিষ্ট প্রার্থীর বিরুদ্ধে আইনগত ব্যবস্থা গ্রহণ করা হবে। bbox=[787, 1629, 1406, 1665]
online-k: (ট) অনলাইনে আবেদন করতে কোন সমস্যা হলে টেলিটক নম্বর থেকে 121 অথবা alljobs.query@teletalk.com.bd ও staff.pmgmetro@gmail.com এ ই-মেইলে যোগাযোগ করা যাবে। এছাড়া টেলিটক এর ফেসবুক পেজ https://www.facebook.com/alljobsbdteletalk এ যোগাযোগ করা যাবে। (Mail/মেসেজ এর Subject-এ Organization Name: POSTMASTER GENERAL, METROPOLITAN CIRCLE (PMGMC), Post Name *** Applicant's User ID ও Contact Number অবশ্যই উল্লেখ করতে হবে।) bbox=[787, 1589, 1471, 1625]
notice-intro: পোস্টমাস্টার জেনারেল, মেট্রোপলিটন সার্কেল, ঢাকা এর আওতাধীন ইউনিট/অফিসসমূহে রাজস্বভুক্ত নিম্নবর্ণিত শূন্য পদে অস্থায়ী ভিত্তিতে সরাসরি নিয়োগের নিমিত্ত নিম্নবর্ণিত শর্তাবলী পূরণ সাপেক্ষে প্রকৃত বাংলাদেশী নাগরিকদের নিকট হতে অনলাইনে (http://pmgmc.teletalk.com.bd ওয়েবসাইট) দরখাস্ত আহবান করা যাচ্ছে। অনলাইন ব্যতীত কোন আবেদনপত্র গ্রহণ করা হবে না। bbox=[72, 312, 759, 350]
cell-unit: ডাক প্রশিক্ষণ কেন্দ্র, জিরানী, গাজীপুর। bbox=[421, 850, 586, 898]
table-header-row bbox=[63, 356, 771, 404]
table-row bbox=[63, 1264, 771, 1312]
cell-area: সকল জেলা। bbox=[621, 446, 771, 462]
sms-note: এখানে বিশেষভাবে উল্লেখ্য যে, "Online-এ আবেদনপত্রের সকল অংশ পূরণ করে submit করা হলেও পরীক্ষার ফি জমা না দেওয়া পর্যন্ত Online আবেদনপত্র কোন অবস্থাতেই গৃহীত হবে না।" bbox=[787, 1267, 1478, 1278]
col-header-area: যে এলাকা/জেলার অধিবাসীগণ আবেদন করতে পারবেন (ইউনিট/অফিসের অধিক্ষেত্র অনুযায়ী) bbox=[621, 356, 771, 404]
cell-area: সকল জেলা। bbox=[621, 510, 771, 526]
sms1-reply: Reply: Applicant's name, TK-112/56 will be charged as application fee. Your PIN is 12345678. To pay fee Type PMGMC<space>Yes<space>PIN and send to 16222. bbox=[787, 1310, 1477, 1334]
cell-area: ঢাকা, গাজীপুর, মানিকগঞ্জ, মুন্সিগঞ্জ, নারায়ণগঞ্জ, নরসিংদী, কিশোরগঞ্জ, টাঙ্গাইল, ময়মনসিংহ, জামালপুর, নেত্রকোনা ও শেরপুর জেলা। bbox=[621, 1200, 771, 1248]
cell-count: ১১ bbox=[586, 1264, 621, 1312]
cell-unit: পোস্টমাস্টার জেনারেল এর কার্যালয়, মেট্রোপলিটন সার্কেল, ঢাকা। bbox=[421, 1142, 586, 1200]
col-header-serial: ক্রমিক নং bbox=[63, 356, 93, 404]
recover-pin-example: Example: PMGMC Help PIN 12345678 & Send to 16222 bbox=[866, 1533, 1111, 1544]
cell-count: ১ bbox=[1304, 179, 1339, 206]
table-row bbox=[63, 781, 771, 808]
cell-scale: টাকা ৯৩০০-২২৪৯০ গ্রেড নং-১৬ bbox=[177, 1035, 256, 1094]
cell-unit: ঢাকা দক্ষিণ বিভাগ, ঢাকা। bbox=[421, 664, 586, 733]
recover-user-id: (i) User ID জানা থাকলে: bbox=[816, 1462, 913, 1472]
cell-unit: বৈদেশিক ডাক, ঢাকা। bbox=[1139, 179, 1304, 206]
cell-area: ঢাকা মেট্রোপলিটন এলাকা। bbox=[621, 1094, 771, 1142]
condition-item: (ঘ) সরকারি, আধা-সরকারি ও স্বায়ত্তশাসিত প্রতিষ্ঠানে চাকরিরত প্রার্থীদের ক্ষেত্রে যথাযথ কর্তৃপক্ষ কর্তৃক প্রদত্ত অনাপত্তি/ছাড়পত্র; bbox=[800, 840, 1246, 851]
cell-serial: ৩. bbox=[63, 616, 93, 664]
left-column bbox=[58, 109, 776, 2365]
cell-unit: পোস্টমাস্টার জেনারেল এর কার্যালয়, মেট্রোপলিটন সার্কেল, ঢাকা। bbox=[421, 526, 586, 558]
sms2-title: দ্বিতীয় SMS: PMGMC<space>Yes<space>PIN লিখে Send করতে হবে 16222 নম্বরে। bbox=[787, 1337, 1153, 1348]
col-header-scale: বেতন স্কেল ও গ্রেড নং (জাতীয় বেতন স্কেল, ২০১৫ অনুযায়ী) bbox=[177, 356, 256, 404]
cell-unit: ঢাকা সদর প্রধান ডাকঘর, ঢাকা। bbox=[1139, 353, 1304, 369]
cell-post: উচ্চমান সহকারী bbox=[93, 526, 177, 616]
cell-post: কম্পিউটার মুদ্রাক্ষরিক (টাইপিস্ট) bbox=[93, 808, 177, 913]
cell-unit: ঢাকা নগরী উত্তর বিভাগ, ঢাকা। bbox=[421, 898, 586, 913]
cell-unit: নারায়ণগঞ্জ প্রধান ডাকঘর, নারায়ণগঞ্জ। bbox=[421, 1354, 586, 1370]
cell-area: নারায়ণগঞ্জ জেলা। bbox=[621, 1248, 771, 1264]
cell-count: ৪ bbox=[586, 1354, 621, 1370]
table-row bbox=[63, 1035, 771, 1094]
cell-scale: টাকা ১০২০০-২৪৬৮০ গ্রেড নং-১৪ bbox=[177, 664, 256, 733]
cell-scale: টাকা ৮২৫০-২০০১০ গ্রেড নং-২০ bbox=[896, 253, 975, 369]
cell-area: ঢাকা, গাজীপুর, মানিকগঞ্জ, মুন্সিগঞ্জ, নারায়ণগঞ্জ, নরসিংদী, কিশোরগঞ্জ, টাঙ্গাইল, ময়মনসিংহ, জামালপুর, নেত্রকোনা ও শেরপুর জেলা। bbox=[621, 616, 771, 664]
cell-count: ১ bbox=[586, 733, 621, 781]
cell-count: ১ bbox=[586, 664, 621, 733]
cell-area: ঢাকা, গাজীপুর, মানিকগঞ্জ, মুন্সিগঞ্জ, নারায়ণগঞ্জ, নরসিংদী, কিশোরগঞ্জ, টাঙ্গাইল, ময়মনসিংহ, জামালপুর, নেত্রকোনা ও শেরপুর জেলা। bbox=[621, 850, 771, 898]
table-row bbox=[63, 913, 771, 940]
condition-item: ৫। মৌখিক পরীক্ষার সময় প্রার্থীকে অবশ্যই নিম্নবর্ণিত কাগজপত্রের মূল কপি প্রদর্শনপূর্বক সত্যায়িত ০১(এক) সেট সত্যায়িত ফটোকপি জমা দিতে হবে; bbox=[787, 783, 1305, 794]
qr-code-icon[interactable] bbox=[1397, 2064, 1463, 2130]
notice-title: নিয়োগ বিজ্ঞপ্তি bbox=[358, 253, 497, 280]
cell-serial: ১৪. bbox=[782, 121, 811, 253]
